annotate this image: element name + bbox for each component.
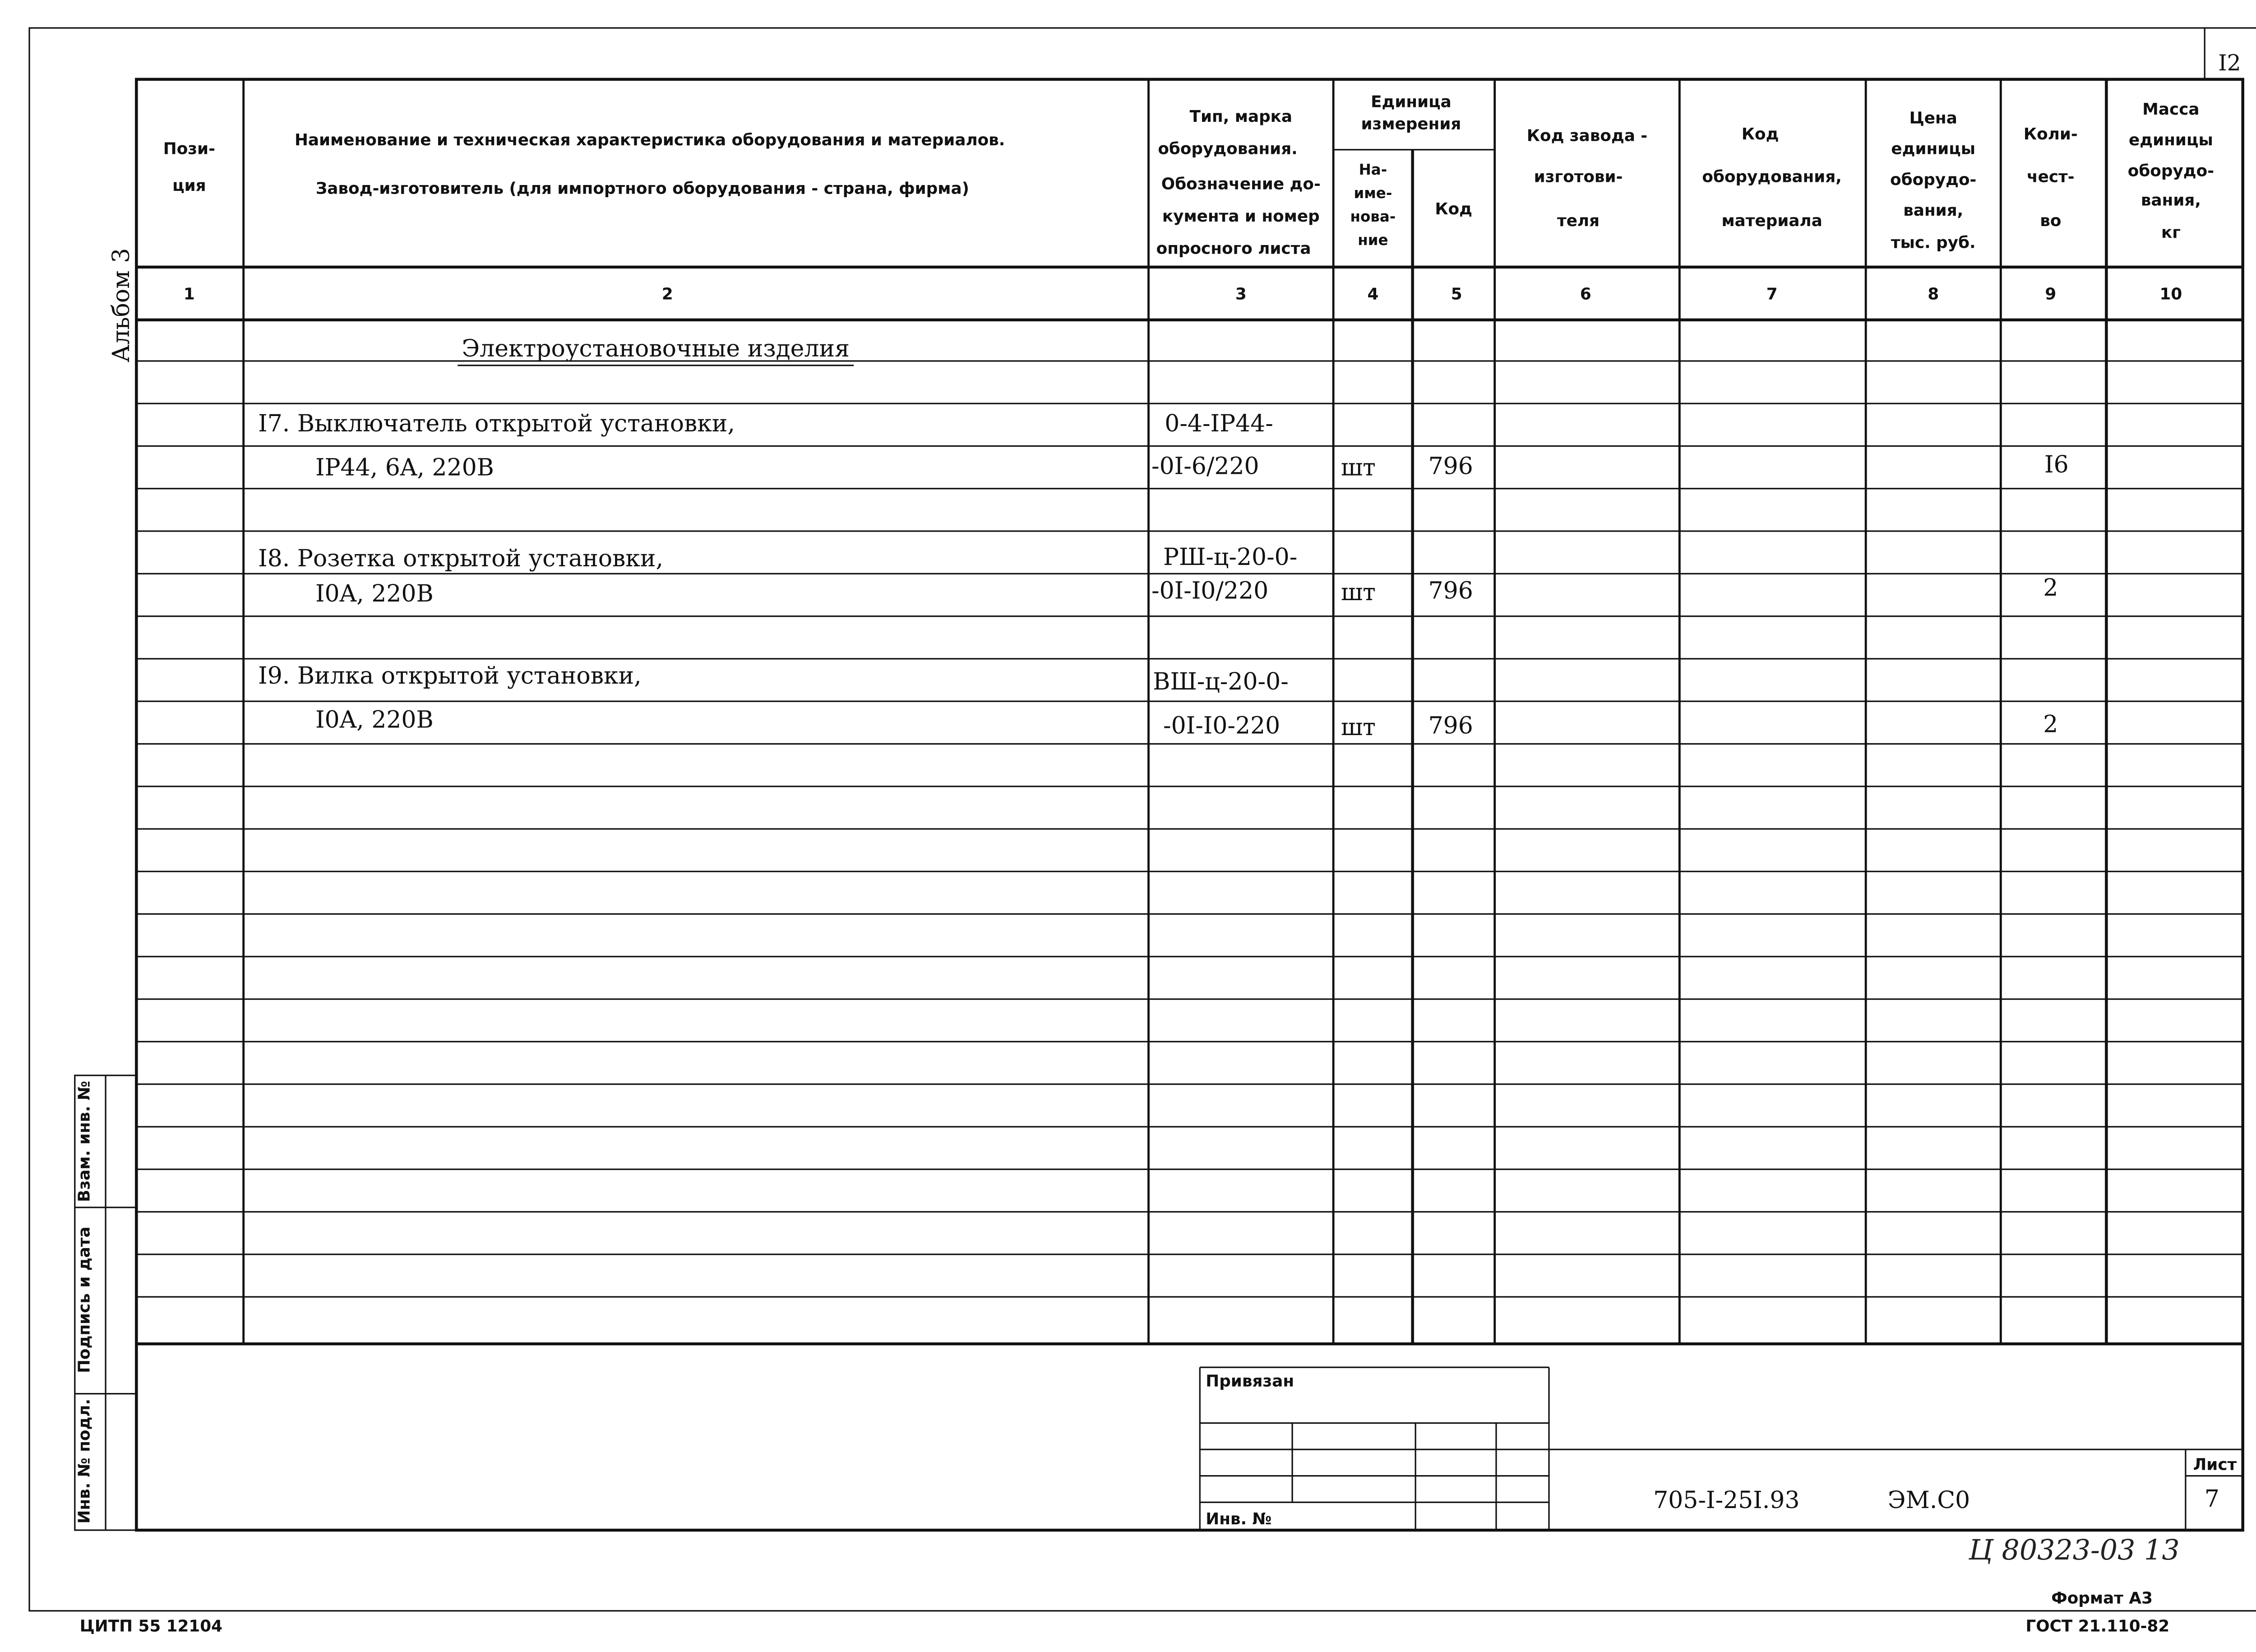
header-unit-name-line-4: ние <box>1358 231 1388 249</box>
header-name-line-2: Завод-изготовитель (для импортного оборудования - страна, фирма) <box>315 179 969 198</box>
header-price-line-5: тыс. руб. <box>1891 233 1976 252</box>
item-name: I8. Розетка открытой установки, <box>258 545 664 573</box>
item-type: -0I-I0/220 <box>1151 577 1269 605</box>
column-number: 4 <box>1367 285 1379 304</box>
table-row <box>258 544 1297 572</box>
column-numbers <box>184 285 2182 303</box>
header-factory-line-3: теля <box>1557 211 1600 230</box>
header-price-line-2: единицы <box>1891 139 1976 158</box>
item-qty: I6 <box>2044 451 2069 479</box>
column-number: 9 <box>2045 285 2057 304</box>
sheet-number-top: I2 <box>2218 51 2241 76</box>
item-unit-code: 796 <box>1428 577 1473 605</box>
header-unit-code: Код <box>1435 199 1473 218</box>
item-unit: шт <box>1341 454 1376 481</box>
header-equip-code-line-1: Код <box>1741 125 1779 144</box>
item-unit: шт <box>1341 713 1376 741</box>
column-number: 5 <box>1451 285 1462 304</box>
header-type-line-4: кумента и номер <box>1162 207 1320 226</box>
stamp-list-no: 7 <box>2204 1485 2219 1513</box>
grid-lines <box>29 28 2256 1611</box>
side-label-podpis: Подпись и дата <box>75 1226 94 1373</box>
item-qty: 2 <box>2043 711 2058 738</box>
item-name: I7. Выключатель открытой установки, <box>258 410 735 437</box>
header-factory-line-1: Код завода - <box>1526 126 1648 145</box>
item-type: -0I-6/220 <box>1151 453 1259 480</box>
table-row <box>315 451 2069 481</box>
header-qty-line-1: Коли- <box>2023 125 2078 144</box>
header-price-line-3: оборудо- <box>1890 170 1977 189</box>
item-name: I0A, 220B <box>315 580 434 608</box>
header-type-line-1: Тип, марка <box>1189 107 1293 126</box>
column-number: 2 <box>661 285 673 304</box>
header-unit-line-1: Единица <box>1371 93 1452 111</box>
header-mass-line-2: единицы <box>2129 131 2213 150</box>
gost-label: ГОСТ 21.110-82 <box>2025 1617 2170 1636</box>
table-row <box>258 410 1273 437</box>
item-name: I9. Вилка открытой установки, <box>258 662 642 690</box>
header-factory-line-2: изготови- <box>1534 167 1623 186</box>
stamp-code: ЭМ.С0 <box>1887 1487 1970 1514</box>
header-unit-name-line-1: На- <box>1359 161 1387 179</box>
column-number: 6 <box>1580 285 1591 304</box>
header-name-line-1: Наименование и техническая характеристика оборудования и материалов. <box>294 131 1005 150</box>
section-title: Электроустановочные изделия <box>462 335 850 363</box>
handwritten-note: Ц 80323-03 13 <box>1969 1533 2180 1566</box>
item-unit: шт <box>1341 578 1376 606</box>
column-number: 3 <box>1235 285 1247 304</box>
header-pos-line-2: ция <box>172 176 206 195</box>
header-qty-line-2: чест- <box>2027 167 2075 186</box>
header-unit-name-line-3: нова- <box>1350 208 1396 226</box>
table-row <box>258 662 1289 695</box>
item-type: ВШ-ц-20-0- <box>1153 668 1289 696</box>
header-mass-line-3: оборудо- <box>2127 162 2214 180</box>
header-mass-line-1: Масса <box>2142 100 2200 119</box>
header-price-line-1: Цена <box>1909 109 1957 128</box>
stamp-designation: 705-I-25I.93 <box>1653 1487 1800 1514</box>
header-price-line-4: вания, <box>1903 201 1964 220</box>
album-label: Альбом 3 <box>108 248 135 363</box>
item-name: I0A, 220B <box>315 706 434 734</box>
item-unit-code: 796 <box>1428 453 1473 480</box>
item-qty: 2 <box>2043 574 2058 602</box>
side-label-vzam: Взам. инв. № <box>75 1081 94 1202</box>
column-number: 8 <box>1928 285 1939 304</box>
header-equip-code-line-2: оборудования, <box>1702 167 1842 186</box>
column-number: 1 <box>183 285 195 304</box>
header-unit-name-line-2: име- <box>1354 185 1392 202</box>
header-unit-line-2: измерения <box>1361 115 1461 134</box>
item-type: -0I-I0-220 <box>1163 712 1281 740</box>
header-type-line-3: Обозначение до- <box>1161 175 1321 194</box>
item-name: IP44, 6A, 220B <box>315 454 494 481</box>
stamp-list-label: Лист <box>2193 1455 2237 1474</box>
header-mass-line-5: кг <box>2161 223 2181 242</box>
item-type: РШ-ц-20-0- <box>1163 543 1298 571</box>
header-mass-line-4: вания, <box>2140 191 2201 210</box>
item-type: 0-4-IP44- <box>1165 410 1273 437</box>
item-unit-code: 796 <box>1428 712 1473 740</box>
format-label: Формат А3 <box>2051 1589 2153 1608</box>
side-label-inv-podl: Инв. № подл. <box>75 1398 94 1524</box>
header-type-line-5: опросного листа <box>1156 239 1311 258</box>
stamp-inv-no: Инв. № <box>1206 1509 1272 1528</box>
column-number: 10 <box>2159 285 2182 304</box>
stamp-privyazan: Привязан <box>1206 1372 1294 1391</box>
table-row <box>315 574 2058 607</box>
header-qty-line-3: во <box>2040 211 2062 230</box>
column-number: 7 <box>1766 285 1778 304</box>
table-header <box>163 93 2214 258</box>
header-equip-code-line-3: материала <box>1721 211 1822 230</box>
header-type-line-2: оборудования. <box>1158 139 1298 158</box>
header-pos-line-1: Пози- <box>163 139 215 158</box>
table-row <box>315 707 2058 741</box>
citp-label: ЦИТП 55 12104 <box>79 1617 223 1636</box>
